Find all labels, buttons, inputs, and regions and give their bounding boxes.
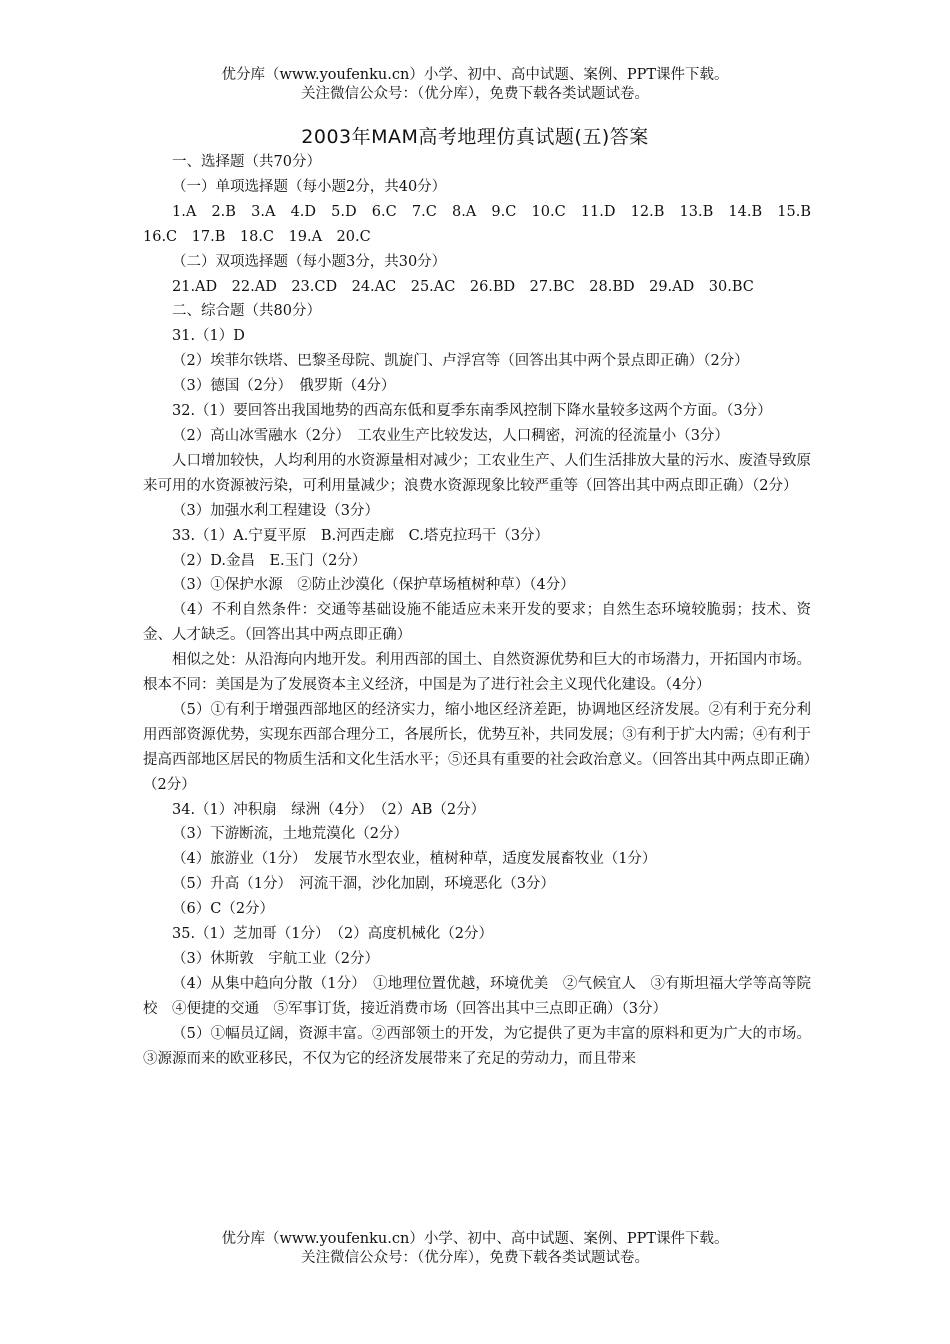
answer-line: （3）①保护水源 ②防止沙漠化（保护草场植树种草）（4分）	[172, 577, 575, 594]
footer-line-1: 优分库（www.youfenku.cn）小学、初中、高中试题、案例、PPT课件下载。	[221, 1231, 729, 1247]
answer-line: 32.（1）要回答出我国地势的西高东低和夏季东南季风控制下降水量较多这两个方面。（3分）	[172, 403, 772, 420]
page-header	[0, 66, 950, 104]
answer-line: 21.AD 22.AD 23.CD 24.AC 25.AC 26.BD 27.BC 28.BD 29.AD 30.BC	[172, 278, 754, 295]
answer-line: 33.（1）A.宁夏平原 B.河西走廊 C.塔克拉玛干（3分）	[172, 527, 550, 544]
answer-line: （5）①幅员辽阔，资源丰富。②西部领土的开发，为它提供了更为丰富的原料和更为广大的市场。③源源而来的欧亚移民，不仅为它的经济发展带来了充足的劳动力，而且带来	[143, 1025, 811, 1067]
answer-body	[143, 150, 826, 1072]
answer-line: （6）C（2分）	[172, 901, 275, 918]
answer-line: （5）①有利于增强西部地区的经济实力，缩小地区经济差距，协调地区经济发展。②有利于充分利用西部资源优势，实现东西部合理分工，各展所长，优势互补，共同发展；③有利于扩大内需；④有利于提高西部地区居民的物质生活和文化生活水平；⑤还具有重要的社会政治意义。（回答出其中两点即正确）（2分）	[143, 701, 811, 793]
answer-line: （2）埃菲尔铁塔、巴黎圣母院、凯旋门、卢浮宫等（回答出其中两个景点即正确）（2分）	[172, 353, 749, 370]
answer-line: （3）休斯敦 宇航工业（2分）	[172, 951, 379, 967]
footer-line-2: 关注微信公众号：（优分库），免费下载各类试题试卷。	[301, 1250, 649, 1266]
section-heading: 二、综合题（共80分）	[172, 303, 321, 320]
header-line-1: 优分库（www.youfenku.cn）小学、初中、高中试题、案例、PPT课件下载。	[221, 67, 729, 83]
page-title: 2003年MAM高考地理仿真试题(五)答案	[301, 126, 649, 148]
answer-line: 1.A 2.B 3.A 4.D 5.D 6.C 7.C 8.A 9.C 10.C 11.D 12.B 13.B 14.B 15.B 16.C 17.B 18.C 19.A 20.C	[143, 203, 826, 245]
answer-line: 相似之处：从沿海向内地开发。利用西部的国土、自然资源优势和巨大的市场潜力，开拓国内市场。根本不同：美国是为了发展资本主义经济，中国是为了进行社会主义现代化建设。（4分）	[143, 652, 811, 694]
answer-line: 34.（1）冲积扇 绿洲（4分） （2）AB（2分）	[172, 801, 486, 818]
answer-line: 31.（1）D	[172, 328, 245, 345]
answer-line: 人口增加较快，人均利用的水资源量相对减少；工农业生产、人们生活排放大量的污水、废渣导致原来可用的水资源被污染，可利用量减少；浪费水资源现象比较严重等（回答出其中两点即正确）（2分）	[143, 452, 811, 494]
answer-line: （4）旅游业（1分） 发展节水型农业，植树种草，适度发展畜牧业（1分）	[172, 851, 657, 868]
page-footer	[0, 1230, 950, 1268]
header-line-2: 关注微信公众号：（优分库），免费下载各类试题试卷。	[301, 86, 649, 102]
answer-line: （2）高山冰雪融水（2分） 工农业生产比较发达，人口稠密，河流的径流量小（3分）	[172, 427, 729, 444]
answer-line: （4）从集中趋向分散（1分） ①地理位置优越，环境优美 ②气候宜人 ③有斯坦福大学等高等院校 ④便捷的交通 ⑤军事订货，接近消费市场（回答出其中三点即正确）（3分）	[143, 975, 811, 1017]
answer-line: 35.（1）芝加哥（1分） （2）高度机械化（2分）	[172, 926, 493, 943]
subsection-heading: （一）单项选择题（每小题2分，共40分）	[172, 178, 447, 195]
subsection-heading: （二）双项选择题（每小题3分，共30分）	[172, 253, 447, 270]
answer-line: （4）不利自然条件：交通等基础设施不能适应未来开发的要求；自然生态环境较脆弱；技术、资金、人才缺乏。（回答出其中两点即正确）	[143, 602, 811, 644]
answer-line: （3）德国（2分） 俄罗斯（4分）	[172, 378, 396, 395]
answer-line: （2）D.金昌 E.玉门（2分）	[172, 552, 367, 569]
answer-line: （5）升高（1分） 河流干涸，沙化加剧，环境恶化（3分）	[172, 876, 555, 893]
section-heading: 一、选择题（共70分）	[172, 154, 321, 170]
answer-line: （3）加强水利工程建设（3分）	[172, 502, 379, 519]
answer-line: （3）下游断流，土地荒漠化（2分）	[172, 826, 408, 843]
